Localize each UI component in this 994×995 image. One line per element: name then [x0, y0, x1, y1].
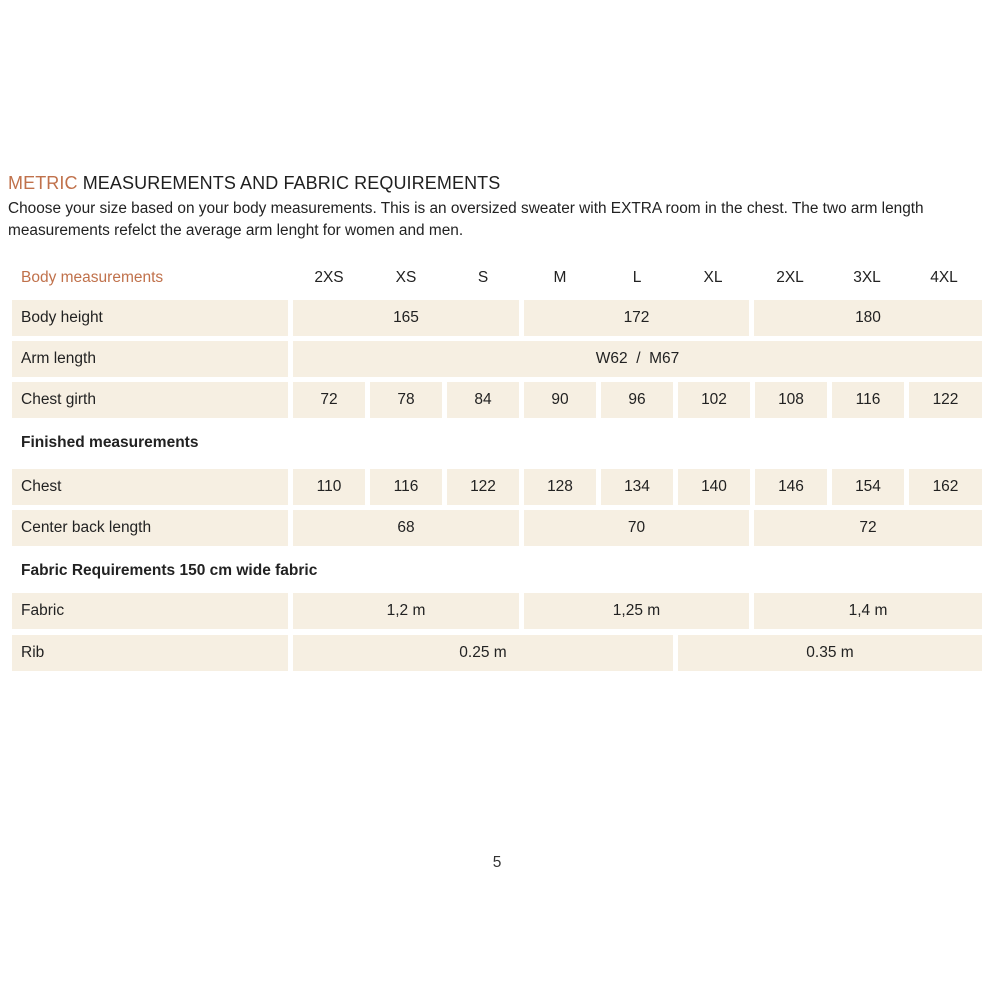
intro-text: Choose your size based on your body measurements. This is an oversized sweater with EXTRA room in the chest. The two arm length measurements refelct the average arm lenght for women and men.: [8, 200, 924, 239]
cell-value: 172: [623, 309, 650, 326]
value-cell: [293, 341, 982, 377]
size-2xs: 2XS: [314, 269, 344, 286]
cell-value: 116: [855, 391, 881, 408]
cell-value: 1,2 m: [386, 602, 426, 619]
row-label-cell: [12, 382, 288, 418]
cell-value: 0.25 m: [459, 644, 507, 661]
cell-value: 128: [547, 478, 573, 495]
value-cell: [370, 382, 442, 418]
arm-length-row: [12, 341, 982, 377]
chest-row: [12, 469, 982, 505]
cell-value: 68: [397, 519, 415, 536]
title-rest: MEASUREMENTS AND FABRIC REQUIREMENTS: [77, 173, 501, 193]
row-label: Chest: [21, 478, 62, 495]
cell-value: 70: [627, 519, 646, 536]
fabric-row: [12, 593, 982, 629]
cell-value: 108: [778, 391, 804, 408]
size-2xl: 2XL: [776, 269, 804, 286]
value-cell: [754, 593, 982, 629]
cell-value: 122: [470, 478, 496, 495]
body-height-row: [12, 300, 982, 336]
row-label-cell: [12, 469, 288, 505]
cell-value: 0.35 m: [806, 644, 854, 661]
cell-value: 84: [474, 391, 492, 408]
value-cell: [755, 469, 827, 505]
value-cell: [293, 382, 365, 418]
row-label-cell: [12, 593, 288, 629]
finished-measurements-heading: Finished measurements: [21, 434, 199, 451]
value-cell: [832, 469, 904, 505]
value-cell: [524, 300, 749, 336]
center-back-length-row: [12, 510, 982, 546]
cell-value: 146: [778, 478, 804, 495]
value-cell: [601, 382, 673, 418]
cell-value: 162: [932, 478, 959, 495]
size-header-row: [12, 263, 982, 293]
row-label: Center back length: [21, 519, 152, 536]
cell-value: 110: [316, 478, 342, 495]
row-label-cell: [12, 341, 288, 377]
value-cell: [678, 469, 750, 505]
row-label: Arm length: [21, 350, 96, 367]
row-label: Body height: [21, 309, 103, 326]
row-label-cell: [12, 300, 288, 336]
cell-value: 1,4 m: [848, 602, 888, 619]
cell-value: 134: [624, 478, 650, 495]
size-l: L: [632, 269, 642, 286]
cell-value: 154: [855, 478, 881, 495]
fabric-requirements-heading: Fabric Requirements 150 cm wide fabric: [21, 562, 318, 579]
cell-value: 72: [320, 391, 338, 408]
value-cell: [601, 469, 673, 505]
value-cell: [754, 510, 982, 546]
cell-value: W62 / M67: [595, 350, 680, 367]
cell-value: 122: [932, 391, 959, 408]
cell-value: 90: [551, 391, 569, 408]
value-cell: [447, 469, 519, 505]
size-xl: XL: [703, 269, 723, 286]
value-cell: [678, 382, 750, 418]
cell-value: 72: [859, 519, 877, 536]
cell-value: 165: [393, 309, 419, 326]
cell-value: 1,25 m: [612, 602, 661, 619]
size-3xl: 3XL: [853, 269, 881, 286]
size-4xl: 4XL: [930, 269, 958, 286]
row-label-cell: [12, 635, 288, 671]
page-number: 5: [492, 854, 502, 871]
body-measurements-heading: Body measurements: [21, 269, 164, 286]
value-cell: [293, 593, 519, 629]
value-cell: [524, 382, 596, 418]
cell-value: 180: [855, 309, 881, 326]
chest-girth-row: [12, 382, 982, 418]
row-label: Chest girth: [21, 391, 96, 408]
row-label-cell: [12, 510, 288, 546]
value-cell: [678, 635, 982, 671]
value-cell: [524, 593, 749, 629]
row-label: Rib: [21, 644, 45, 661]
value-cell: [909, 469, 982, 505]
value-cell: [293, 635, 673, 671]
value-cell: [755, 382, 827, 418]
size-xs: XS: [395, 269, 417, 286]
value-cell: [524, 469, 596, 505]
cell-value: 78: [397, 391, 415, 408]
value-cell: [524, 510, 749, 546]
page-title: [8, 173, 500, 194]
rib-row: [12, 635, 982, 671]
cell-value: 96: [628, 391, 646, 408]
value-cell: [293, 510, 519, 546]
value-cell: [370, 469, 442, 505]
row-label: Fabric: [21, 602, 65, 619]
value-cell: [447, 382, 519, 418]
cell-value: 102: [701, 391, 727, 408]
value-cell: [832, 382, 904, 418]
size-s: S: [477, 269, 489, 286]
value-cell: [909, 382, 982, 418]
value-cell: [293, 300, 519, 336]
cell-value: 116: [393, 478, 419, 495]
value-cell: [293, 469, 365, 505]
size-m: M: [553, 269, 567, 286]
value-cell: [754, 300, 982, 336]
cell-value: 140: [701, 478, 727, 495]
title-accent: METRIC: [8, 173, 78, 193]
